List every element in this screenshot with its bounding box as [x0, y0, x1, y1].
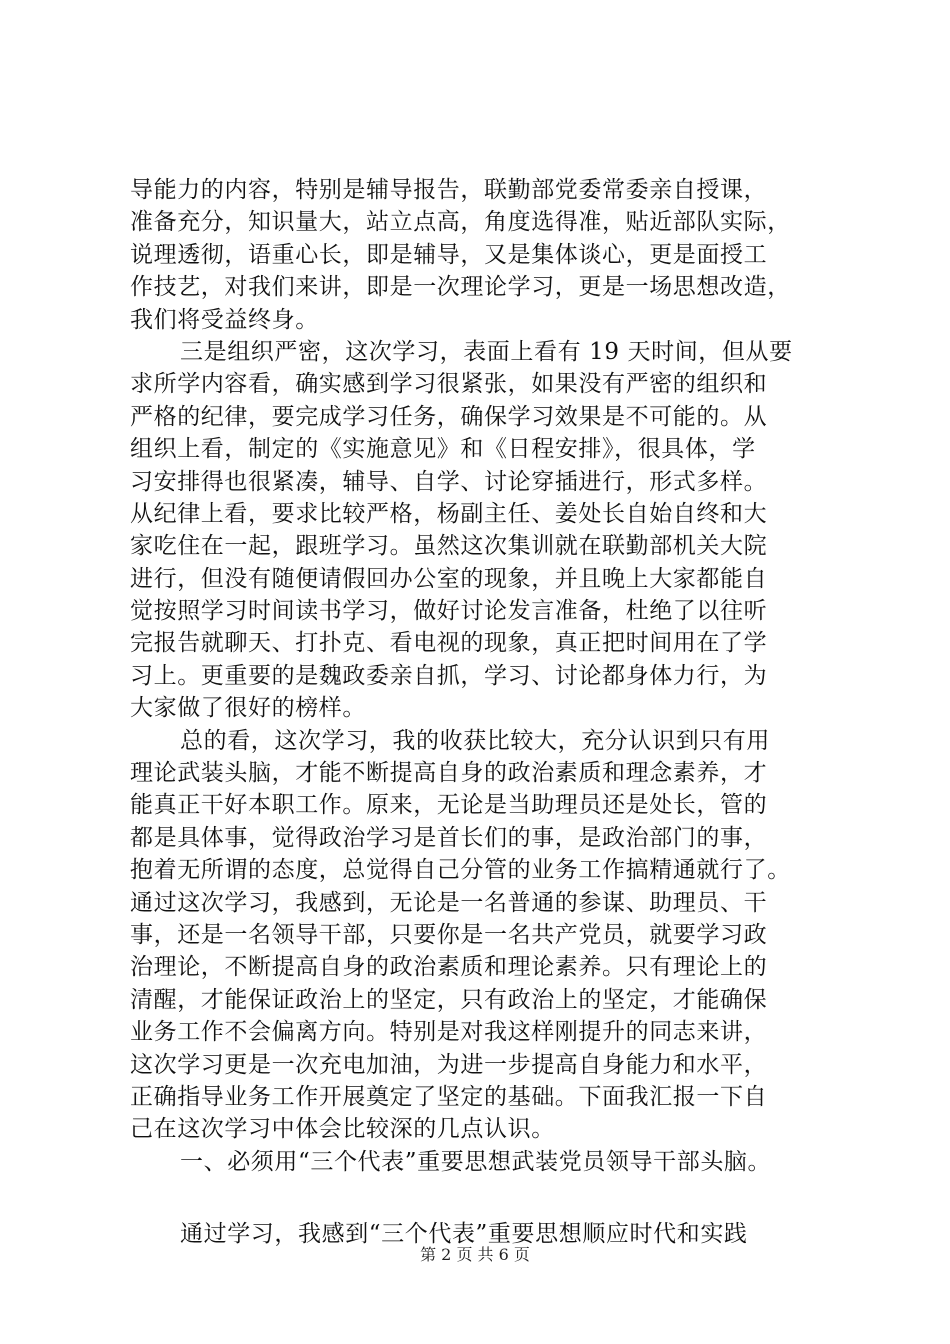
text-line: 进行，但没有随便请假回办公室的现象，并且晚上大家都能自 — [130, 565, 768, 592]
paragraph-organization — [130, 336, 830, 725]
section-heading: 一、必须用“三个代表”重要思想武装党员领导干部头脑。 — [180, 1148, 772, 1175]
paragraph-summary — [130, 725, 830, 1146]
text-line: 总的看，这次学习，我的收获比较大，充分认识到只有用 — [180, 727, 770, 754]
text-line: 导能力的内容，特别是辅导报告，联勤部党委常委亲自授课， — [130, 177, 768, 203]
text-line: 说理透彻，语重心长，即是辅导，又是集体谈心，更是面授工 — [130, 241, 768, 268]
text-line: 通过学习，我感到“三个代表”重要思想顺应时代和实践 — [180, 1221, 748, 1248]
text-line: 求所学内容看，确实感到学习很紧张，如果没有严密的组织和 — [130, 371, 768, 398]
text-line: 这次学习更是一次充电加油，为进一步提高自身能力和水平， — [130, 1051, 768, 1078]
text-line: 从纪律上看，要求比较严格，杨副主任、姜处长自始自终和大 — [130, 500, 768, 527]
paragraph-continuation — [130, 174, 830, 336]
text-line: 完报告就聊天、打扑克、看电视的现象，真正把时间用在了学 — [130, 630, 768, 657]
text-line: 我们将受益终身。 — [130, 306, 319, 333]
text-line: 习安排得也很紧凑，辅导、自学、讨论穿插进行，形式多样。 — [130, 468, 768, 495]
text-line: 理论武装头脑，才能不断提高自身的政治素质和理念素养，才 — [130, 760, 768, 787]
text-line: 严格的纪律，要完成学习任务，确保学习效果是不可能的。从 — [130, 403, 768, 430]
text-line: 习上。更重要的是魏政委亲自抓，学习、讨论都身体力行，为 — [130, 662, 768, 689]
text-line: 治理论，不断提高自身的政治素质和理论素养。只有理论上的 — [130, 954, 768, 981]
text-line: 三是组织严密，这次学习，表面上看有 19 天时间，但从要 — [180, 338, 793, 365]
text-line: 业务工作不会偏离方向。特别是对我这样刚提升的同志来讲， — [130, 1019, 768, 1046]
text-line: 抱着无所谓的态度，总觉得自己分管的业务工作搞精通就行了。 — [130, 857, 791, 884]
text-line: 通过这次学习，我感到，无论是一名普通的参谋、助理员、干 — [130, 889, 768, 916]
document-body — [130, 174, 830, 1251]
text-line: 觉按照学习时间读书学习，做好讨论发言准备，杜绝了以往听 — [130, 598, 768, 625]
text-line: 事，还是一名领导干部，只要你是一名共产党员，就要学习政 — [130, 921, 768, 948]
text-line: 家吃住在一起，跟班学习。虽然这次集训就在联勤部机关大院 — [130, 533, 768, 560]
text-line: 大家做了很好的榜样。 — [130, 695, 366, 722]
text-line: 能真正干好本职工作。原来，无论是当助理员还是处长，管的 — [130, 792, 768, 819]
text-line: 组织上看，制定的《实施意见》和《日程安排》，很具体，学 — [130, 436, 756, 463]
text-line: 都是具体事，觉得政治学习是首长们的事，是政治部门的事， — [130, 824, 768, 851]
page-indicator: 第 2 页 共 6 页 — [420, 1245, 530, 1264]
text-line: 准备充分，知识量大，站立点高，角度选得准，贴近部队实际， — [130, 209, 791, 236]
paragraph-gap — [130, 1178, 830, 1218]
text-line: 作技艺，对我们来讲，即是一次理论学习，更是一场思想改造， — [130, 274, 791, 301]
text-line: 正确指导业务工作开展奠定了坚定的基础。下面我汇报一下自 — [130, 1083, 768, 1110]
text-line: 清醒，才能保证政治上的坚定，只有政治上的坚定，才能确保 — [130, 986, 768, 1013]
page-footer — [0, 1244, 950, 1266]
text-line: 己在这次学习中体会比较深的几点认识。 — [130, 1116, 555, 1143]
